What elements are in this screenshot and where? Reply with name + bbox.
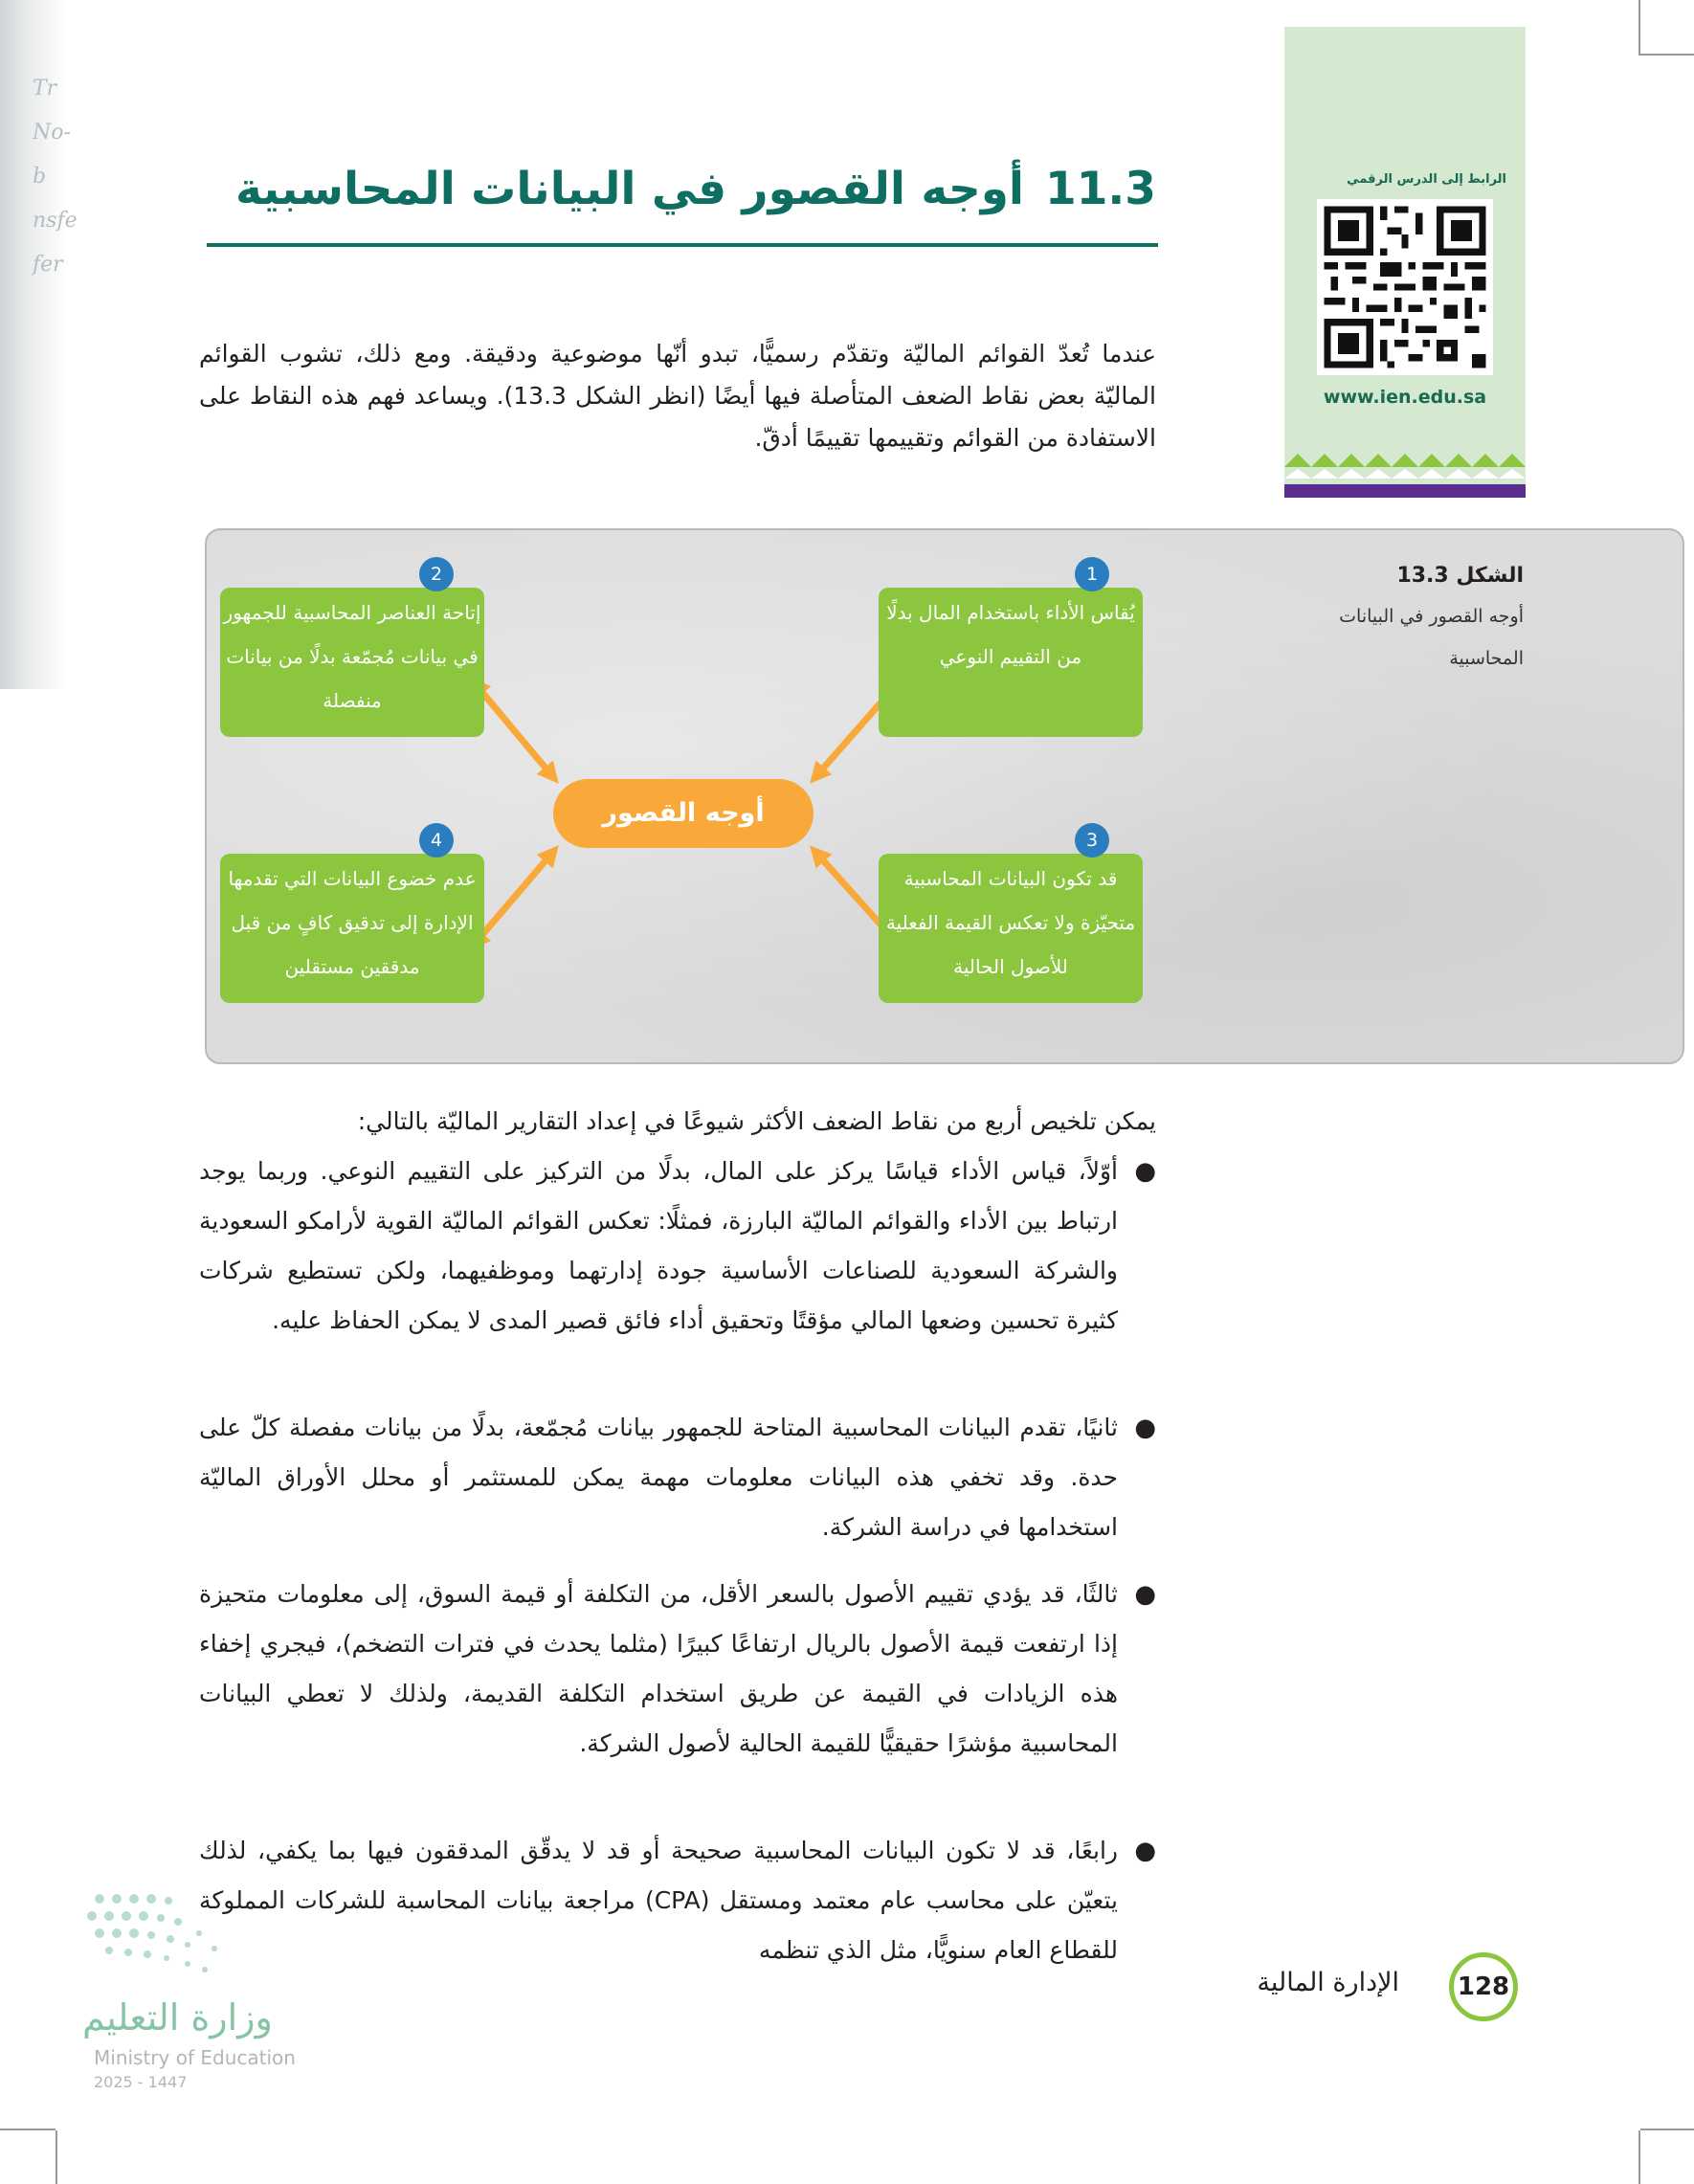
bullet-dot-icon: ● bbox=[1134, 1580, 1156, 1609]
bullet-item: ● ثانيًا، تقدم البيانات المحاسبية المتاحة للجمهور بيانات مُجمّعة، بدلًا من بيانات مفصلة كلّ على حدة. وقد تخفي هذه البيانات معلومات مهمة يمكن للمستثمر أو محلل الأوراق الماليّة استخدامها في دراسة الشركة. bbox=[199, 1403, 1156, 1552]
figure-caption-description: أوجه القصور في البيانات المحاسبية bbox=[1339, 606, 1524, 669]
section-title-text: أوجه القصور في البيانات المحاسبية bbox=[234, 163, 1025, 215]
crop-mark bbox=[1638, 0, 1640, 56]
bullet-dot-icon: ● bbox=[1134, 1414, 1156, 1442]
crop-mark bbox=[0, 2128, 56, 2130]
crop-mark bbox=[1640, 2128, 1694, 2130]
decorative-glyphs: Tr No-b nsfe fer bbox=[33, 77, 78, 277]
title-underline bbox=[207, 243, 1158, 247]
book-title: الإدارة المالية bbox=[1257, 1968, 1399, 1997]
badge-3: 3 bbox=[1075, 823, 1109, 858]
ministry-name-arabic: وزارة التعليم bbox=[82, 1996, 273, 2039]
bullet-item: ● رابعًا، قد لا تكون البيانات المحاسبية صحيحة أو قد لا يدقّق المدققون فيها بما يكفي، لذلك يتعيّن على محاسب عام معتمد ومستقل (CPA) مراجعة بيانات المحاسبة للشركات المملوكة للقطاع العام سنويًّا، مثل الذي تنظمه bbox=[199, 1826, 1156, 1975]
shortcoming-box-1: يُقاس الأداء باستخدام المال بدلًا من التقييم النوعي bbox=[879, 588, 1143, 737]
digital-lesson-sidebar bbox=[1284, 27, 1526, 498]
figure-caption-title: الشكل 13.3 bbox=[1396, 564, 1524, 588]
crop-mark bbox=[1638, 2130, 1640, 2184]
section-title bbox=[235, 163, 1156, 215]
bullet-dot-icon: ● bbox=[1134, 1837, 1156, 1865]
crop-mark bbox=[1640, 54, 1694, 56]
figure-caption bbox=[1284, 557, 1524, 680]
intro-paragraph: عندما تُعدّ القوائم الماليّة وتقدّم رسميًّا، تبدو أنّها موضوعية ودقيقة. ومع ذلك، تشوب القوائم الماليّة بعض نقاط الضعف المتأصلة فيها أيضًا (انظر الشكل 13.3). ويساعد فهم هذه النقاط على الاستفادة من القوائم وتقييمها تقييمًا أدقّ. bbox=[199, 340, 1156, 452]
shortcoming-box-2: إتاحة العناصر المحاسبية للجمهور في بيانات مُجمّعة بدلًا من بيانات منفصلة bbox=[220, 588, 484, 737]
arrow-to-item-4 bbox=[475, 852, 553, 944]
bullet-dot-icon: ● bbox=[1134, 1157, 1156, 1186]
arrow-to-item-2 bbox=[475, 683, 553, 777]
crop-mark bbox=[56, 2130, 57, 2184]
page-number: 128 bbox=[1449, 1952, 1518, 2021]
shortcoming-box-4: عدم خضوع البيانات التي تقدمها الإدارة إلى تدقيق كافٍ من قبل مدققين مستقلين bbox=[220, 854, 484, 1003]
badge-4: 4 bbox=[419, 823, 454, 858]
section-number: 11.3 bbox=[1045, 163, 1156, 215]
shortcoming-box-3: قد تكون البيانات المحاسبية متحيّزة ولا تعكس القيمة الفعلية للأصول الحالية bbox=[879, 854, 1143, 1003]
ministry-year: 2025 - 1447 bbox=[94, 2073, 188, 2091]
qr-code-icon[interactable] bbox=[1317, 199, 1493, 375]
digital-lesson-link[interactable]: www.ien.edu.sa bbox=[1323, 387, 1487, 408]
decorative-pattern-band bbox=[1284, 450, 1526, 498]
bullet-item: ● أوّلاً، قياس الأداء قياسًا يركز على المال، بدلًا من التركيز على التقييم النوعي. وربما يوجد ارتباط بين الأداء والقوائم الماليّة البارزة، فمثلًا: تعكس القوائم الماليّة القوية لأرامكو السعودية والشركة السعودية للصناعات الأساسية جودة إدارتهما وموظفيهما، ولكن تستطيع شركات كثيرة تحسين وضعها المالي مؤقتًا وتحقيق أداء فائق قصير المدى لا يمكن الحفاظ عليه. bbox=[199, 1147, 1156, 1346]
lead-paragraph: يمكن تلخيص أربع من نقاط الضعف الأكثر شيوعًا في إعداد التقارير الماليّة بالتالي: bbox=[357, 1107, 1156, 1135]
badge-1: 1 bbox=[1075, 557, 1109, 591]
shortcomings-center-label: أوجه القصور bbox=[553, 779, 814, 848]
decorative-photo-strip bbox=[0, 0, 78, 689]
qr-label: الرابط إلى الدرس الرقمي bbox=[1347, 172, 1506, 187]
badge-2: 2 bbox=[419, 557, 454, 591]
ministry-name-english: Ministry of Education bbox=[94, 2046, 296, 2069]
bullet-item: ● ثالثًا، قد يؤدي تقييم الأصول بالسعر الأقل، من التكلفة أو قيمة السوق، إلى معلومات متحيزة إذا ارتفعت قيمة الأصول بالريال ارتفاعًا كبيرًا (مثلما يحدث في فترات التضخم)، فيجري إخفاء هذه الزيادات في القيمة عن طريق استخدام التكلفة القديمة، ولذلك لا تعطي البيانات المحاسبية مؤشرًا حقيقيًّا للقيمة الحالية لأصول الشركة. bbox=[199, 1570, 1156, 1769]
